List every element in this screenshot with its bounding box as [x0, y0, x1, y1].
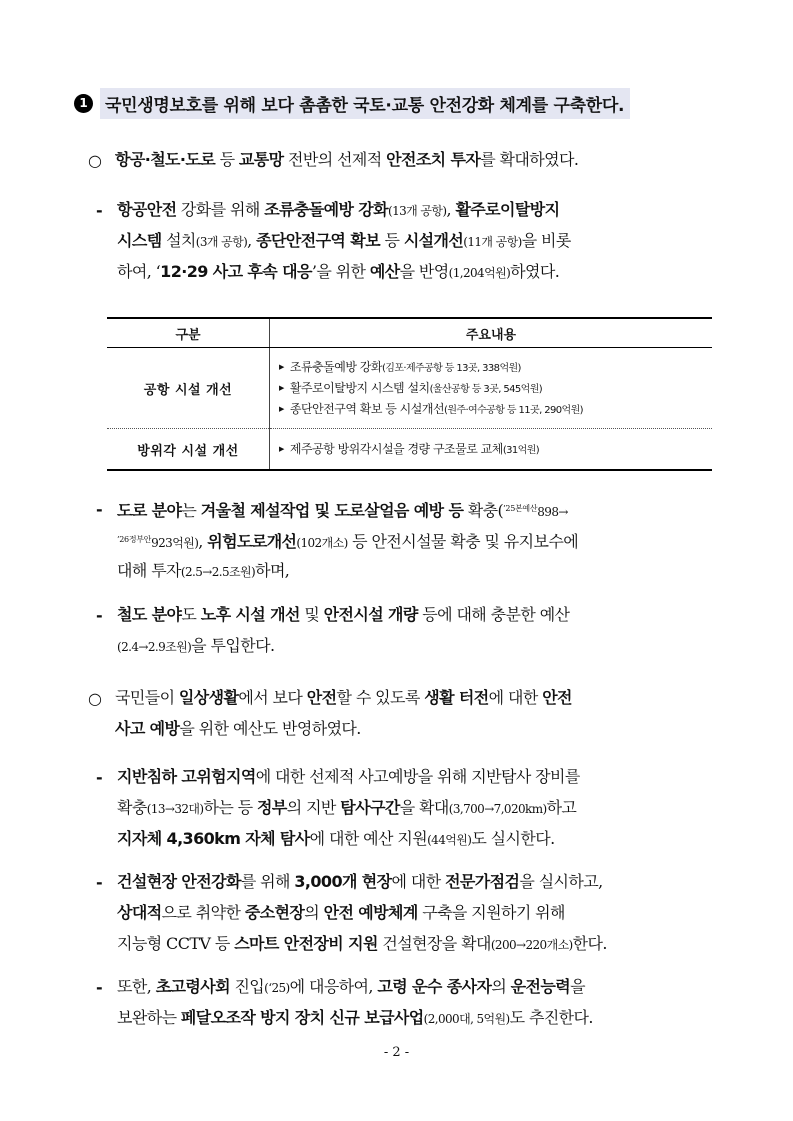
text-bold: 예산: [369, 262, 400, 281]
text-bold: 도로 분야: [117, 501, 182, 520]
text: 으로 취약한: [161, 903, 245, 922]
table-header-row: [107, 318, 712, 348]
text-bold: 사고 예방: [115, 719, 180, 738]
list-item: [271, 378, 711, 399]
table-cell-category: 공항 시설 개선: [107, 348, 270, 429]
text-note: (102개소): [296, 536, 348, 550]
text-bold: 시설개선: [403, 231, 464, 250]
text: ’을 위한: [311, 262, 370, 281]
text-note: (2,000대, 5억원): [423, 1012, 510, 1026]
list-item: [271, 399, 711, 420]
text: 하고: [546, 798, 577, 817]
text: 을 실시하고,: [519, 872, 603, 891]
paragraph-rail-safety: [117, 599, 569, 661]
text-note: (2.4→2.9조원): [117, 640, 192, 654]
text-bold: 활주로이탈방지: [455, 200, 560, 219]
text: 도 추진한다.: [509, 1008, 593, 1027]
text: 할 수 있도록: [336, 688, 425, 707]
text-note: 898→: [537, 505, 568, 519]
text-bold: 안전 예방체계: [323, 903, 418, 922]
text-bold: 운전능력: [510, 977, 571, 996]
triangle-bullet-icon: ▶: [279, 444, 284, 453]
text: 을: [570, 977, 585, 996]
text-bold: 초고령사회: [155, 977, 230, 996]
item-note: (김포·제주공항 등 13곳, 338억원): [381, 362, 521, 374]
section-heading: [74, 88, 719, 118]
triangle-bullet-icon: ▶: [279, 362, 284, 371]
text: 및: [299, 605, 324, 624]
text: 의 지반: [286, 798, 341, 817]
text-bold: 노후 시설 개선: [200, 605, 300, 624]
text-note: (3개 공항): [195, 235, 248, 249]
text-bold: 안전시설 개량: [323, 605, 418, 624]
text: 에서 보다: [238, 688, 307, 707]
text-bold: 항공·철도·도로: [115, 150, 216, 169]
text: ,: [247, 231, 257, 250]
text-bold: 시스템: [117, 231, 162, 250]
text-note: (‘25): [264, 981, 290, 995]
text: 확충(: [463, 501, 504, 520]
text: 하였다.: [510, 262, 560, 281]
table-cell-content: [270, 429, 713, 471]
paragraph-elderly-drivers: [117, 971, 593, 1033]
dash-bullet: -: [96, 768, 103, 787]
paragraph-ground-subsidence: [117, 761, 580, 854]
text-note: (2.5→2.5조원): [180, 565, 256, 579]
text: 에 대한 선제적 사고예방을 위해 지반탐사 장비를: [255, 767, 580, 786]
text-superscript: ’25본예산: [503, 504, 538, 513]
circled-number-icon: 1: [74, 94, 93, 113]
table-header-category: 구분: [107, 318, 270, 348]
table-cell-content: [270, 348, 713, 429]
text-note: (13→32대): [146, 802, 204, 816]
circle-bullet-icon: ○: [88, 151, 102, 170]
text: 등에 대해 충분한 예산: [417, 605, 570, 624]
text-bold: 중소현장: [244, 903, 305, 922]
text-bold: 12·29 사고 후속 대응: [160, 262, 312, 281]
text: 또한,: [117, 977, 156, 996]
text-bold: 탐사구간: [340, 798, 400, 817]
text-bold: 지자체 4,360km 자체 탐사: [117, 829, 310, 848]
text: 을 위한 예산도 반영하였다.: [179, 719, 361, 738]
paragraph-construction-safety: [117, 866, 607, 959]
table-header-content: 주요내용: [270, 318, 713, 348]
text-bold: 안전조치 투자: [386, 150, 481, 169]
text: 등: [379, 231, 404, 250]
list-item: [271, 439, 711, 460]
triangle-bullet-icon: ▶: [279, 404, 284, 413]
text: 의: [491, 977, 511, 996]
text-bold: 항공안전: [117, 200, 177, 219]
text: 를 확대하였다.: [480, 150, 579, 169]
text-bold: 조류충돌예방 강화: [264, 200, 389, 219]
text-bold: 고령 운수 종사자: [377, 977, 492, 996]
text-bold: 안전: [306, 688, 337, 707]
dash-bullet: -: [96, 500, 103, 519]
circle-bullet-icon: ○: [88, 689, 102, 708]
text-bold: 교통망: [238, 150, 284, 169]
text-bold: 철도 분야: [117, 605, 182, 624]
text-note: (44억원): [427, 833, 472, 847]
text: 보완하는: [117, 1008, 181, 1027]
text: 을 비롯: [521, 231, 571, 250]
text-bold: 안전: [542, 688, 572, 707]
text: 하는 등: [203, 798, 258, 817]
text: 설치: [161, 231, 196, 250]
text: 도: [181, 605, 201, 624]
text: ,: [198, 532, 208, 551]
text-bold: 정부: [257, 798, 287, 817]
text-bold: 3,000개 현장: [294, 872, 392, 891]
text-bold: 생활 터전: [424, 688, 489, 707]
text: 등 안전시설물 확충 및 유지보수에: [347, 532, 579, 551]
dash-bullet: -: [96, 201, 103, 220]
item-note: (원주·여수공항 등 11곳, 290억원): [444, 404, 583, 416]
section-heading-text: 국민생명보호를 위해 보다 촘촘한 국토·교통 안전강화 체계를 구축한다.: [100, 88, 630, 119]
text: 는: [181, 501, 201, 520]
text-bold: 건설현장 안전강화: [117, 872, 241, 891]
text: 을 확대: [399, 798, 449, 817]
text: 도 실시한다.: [471, 829, 555, 848]
text-note: (200→220개소): [490, 938, 573, 952]
text: 등: [215, 150, 239, 169]
text-bold: 상대적: [117, 903, 162, 922]
text-note: (1,204억원): [448, 266, 511, 280]
text-bold: 지반침하 고위험지역: [117, 767, 256, 786]
table-row: [107, 348, 712, 429]
table-row: [107, 429, 712, 471]
paragraph-transport-investment: [115, 144, 578, 175]
text: 건설현장을 확대: [377, 934, 491, 953]
text-superscript: ’26정부안: [117, 535, 152, 544]
text: 에 대한: [488, 688, 543, 707]
text: 강화를 위해: [176, 200, 265, 219]
item-text: 종단안전구역 확보 등 시설개선: [289, 401, 445, 416]
list-item: [271, 357, 711, 378]
text: 국민들이: [115, 688, 179, 707]
item-text: 활주로이탈방지 시스템 설치: [289, 380, 430, 395]
text: 을 반영: [399, 262, 449, 281]
text: 를 위해: [240, 872, 295, 891]
table-cell-category: 방위각 시설 개선: [107, 429, 270, 471]
airport-facility-table: [107, 317, 712, 471]
item-note: (울산공항 등 3곳, 545억원): [429, 383, 543, 395]
item-note: (31억원): [502, 444, 540, 456]
text: 에 대응하여,: [289, 977, 378, 996]
text-note: 923억원): [151, 536, 199, 550]
text-bold: 위험도로개선: [207, 532, 297, 551]
text: 한다.: [572, 934, 607, 953]
text: 하며,: [255, 561, 290, 580]
text-bold: 페달오조작 방지 장치 신규 보급사업: [180, 1008, 424, 1027]
dash-bullet: -: [96, 873, 103, 892]
text: 에 대한: [391, 872, 446, 891]
text: 확충: [117, 798, 147, 817]
text-bold: 일상생활: [178, 688, 239, 707]
text-note: (13개 공항): [388, 204, 447, 218]
dash-bullet: -: [96, 606, 103, 625]
text: 하여, ‘: [117, 262, 161, 281]
paragraph-road-safety: [117, 493, 578, 586]
text: 구축을 지원하기 위해: [417, 903, 565, 922]
text: 의: [304, 903, 324, 922]
text: 전반의 선제적: [283, 150, 387, 169]
text-bold: 전문가점검: [445, 872, 520, 891]
item-text: 조류충돌예방 강화: [289, 359, 382, 374]
text: 지능형 CCTV 등: [117, 934, 235, 953]
text-note: (3,700→7,020km): [448, 802, 547, 816]
text: 진입: [229, 977, 265, 996]
text-bold: 겨울철 제설작업 및 도로살얼음 예방 등: [200, 501, 464, 520]
text: 대해 투자: [117, 561, 181, 580]
dash-bullet: -: [96, 978, 103, 997]
text: ,: [446, 200, 456, 219]
paragraph-aviation-safety: [117, 194, 571, 287]
text: 을 투입한다.: [191, 636, 275, 655]
text: 에 대한 예산 지원: [309, 829, 428, 848]
text-note: (11개 공항): [463, 235, 522, 249]
text-bold: 스마트 안전장비 지원: [234, 934, 378, 953]
item-text: 제주공항 방위각시설을 경량 구조물로 교체: [289, 441, 503, 456]
page-number: - 2 -: [383, 1045, 410, 1060]
paragraph-daily-life-safety: [115, 682, 572, 744]
text-bold: 종단안전구역 확보: [256, 231, 380, 250]
triangle-bullet-icon: ▶: [279, 383, 284, 392]
